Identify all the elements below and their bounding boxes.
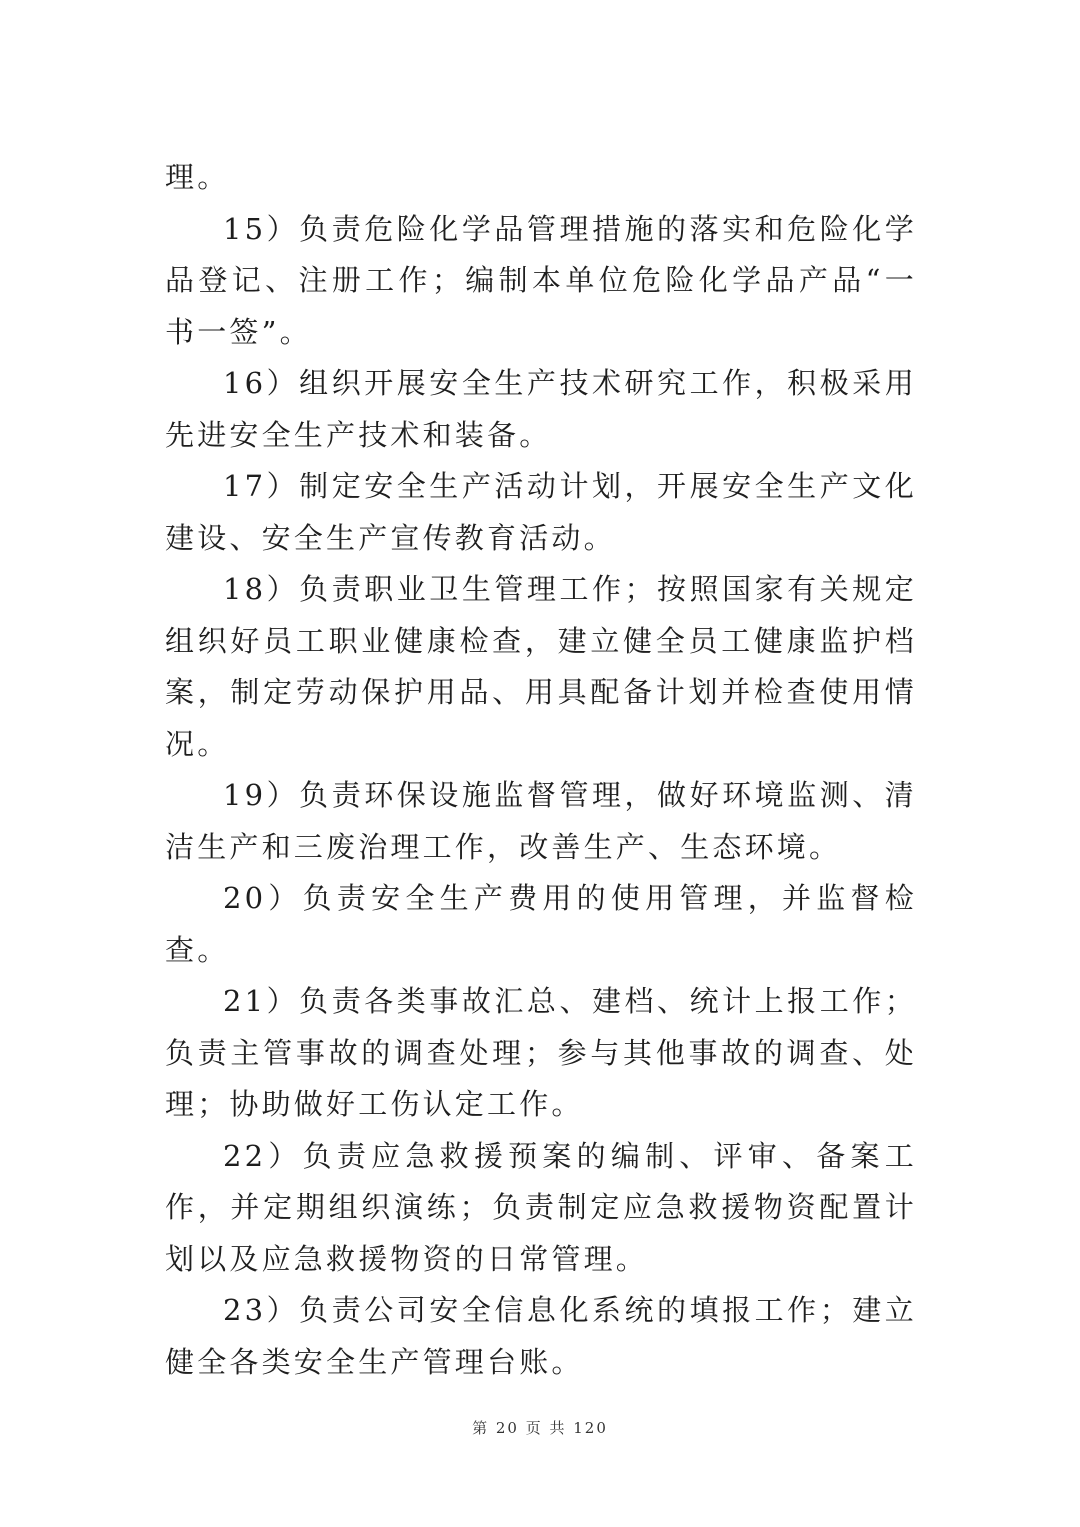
paragraph-item-19: 19）负责环保设施监督管理，做好环境监测、清洁生产和三废治理工作，改善生产、生态环境。 <box>165 778 917 864</box>
paragraph-item-23: 23）负责公司安全信息化系统的填报工作；建立健全各类安全生产管理台账。 <box>165 1293 917 1379</box>
paragraph-item-18: 18）负责职业卫生管理工作；按照国家有关规定组织好员工职业健康检查，建立健全员工健康监护档案，制定劳动保护用品、用具配备计划并检查使用情况。 <box>165 572 917 761</box>
paragraph-continuation: 理。 <box>165 160 230 194</box>
paragraph-item-20: 20）负责安全生产费用的使用管理，并监督检查。 <box>165 881 917 967</box>
document-body <box>165 152 917 1388</box>
paragraph-item-22: 22）负责应急救援预案的编制、评审、备案工作，并定期组织演练；负责制定应急救援物资配置计划以及应急救援物资的日常管理。 <box>165 1138 917 1276</box>
paragraph-item-17: 17）制定安全生产活动计划，开展安全生产文化建设、安全生产宣传教育活动。 <box>165 469 917 555</box>
page-number-footer: 第 20 页 共 120 <box>472 1419 608 1437</box>
paragraph-item-21: 21）负责各类事故汇总、建档、统计上报工作；负责主管事故的调查处理；参与其他事故的调查、处理；协助做好工伤认定工作。 <box>165 984 917 1121</box>
paragraph-item-16: 16）组织开展安全生产技术研究工作，积极采用先进安全生产技术和装备。 <box>165 366 917 452</box>
paragraph-item-15: 15）负责危险化学品管理措施的落实和危险化学品登记、注册工作；编制本单位危险化学品产品“一书一签”。 <box>165 211 917 349</box>
